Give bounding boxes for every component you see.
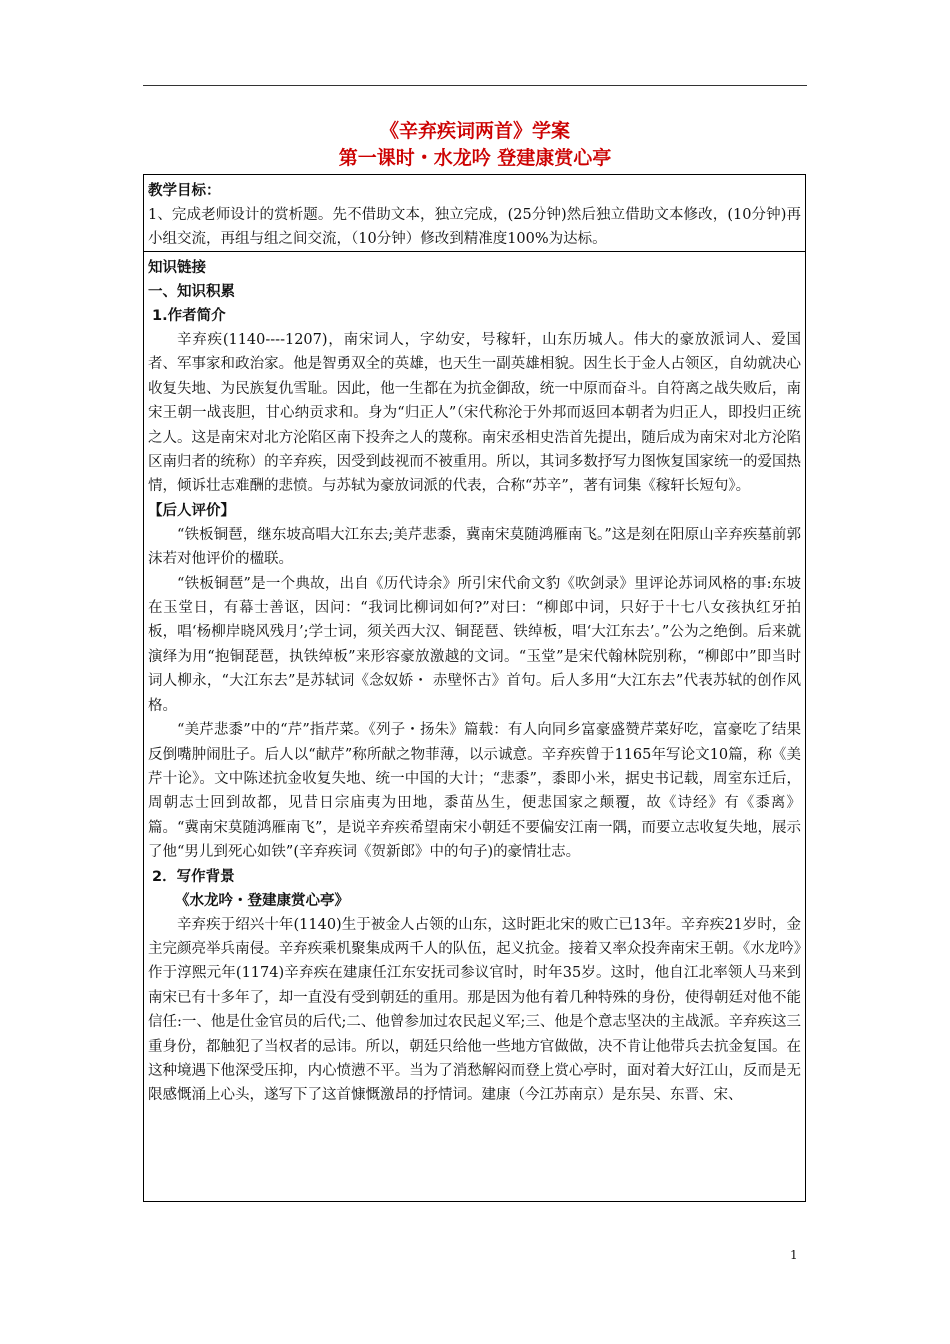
review-paragraph-1: “铁板铜琶，继东坡高唱大江东去;美芹悲黍，冀南宋莫随鸿雁南飞。”这是刻在阳原山辛弃疾墓前郭沫若对他评价的楹联。: [148, 526, 801, 568]
document-title: 《辛弃疾词两首》学案: [379, 120, 570, 142]
review-paragraph-2: “铁板铜琶”是一个典故，出自《历代诗余》所引宋代俞文豹《吹剑录》里评论苏词风格的事:东坡在玉堂日，有幕士善讴，因问：“我词比柳词如何?”对曰：“柳郎中词，只好于十七八女孩执红牙拍板，唱‘杨柳岸晓风残月’;学士词，须关西大汉、铜琵琶、铁绰板，唱‘大江东去’。”公为之绝倒。后来就演绎为用“抱铜琵琶，执铁绰板”来形容豪放激越的文词。“玉堂”是宋代翰林院别称，“柳郎中”即当时词人柳永，“大江东去”是苏轼词《念奴娇・ 赤壁怀古》首句。后人多用“大江东去”代表苏轼的创作风格。: [148, 575, 801, 714]
objectives-text: 1、完成老师设计的赏析题。先不借助文本，独立完成，(25分钟)然后独立借助文本修改，(10分钟)再小组交流，再组与组之间交流，（10分钟）修改到精准度100%为达标。: [148, 207, 801, 248]
document-subtitle: 第一课时・水龙吟 登建康赏心亭: [338, 147, 612, 169]
title-block: [143, 118, 807, 172]
page-number: 1: [790, 1248, 798, 1262]
content-table: [143, 174, 806, 1202]
background-heading: 2．写作背景: [152, 868, 235, 885]
background-paragraph: 辛弃疾于绍兴十年(1140)生于被金人占领的山东，这时距北宋的败亡已13年。辛弃疾21岁时，金主完颜亮举兵南侵。辛弃疾乘机聚集成两千人的队伍，起义抗金。接着又率众投奔南宋王朝。《水龙吟》作于淳熙元年(1174)辛弃疾在建康任江东安抚司参议官时，时年35岁。这时，他自江北率领人马来到南宋已有十多年了，却一直没有受到朝廷的重用。那是因为他有着几种特殊的身份，使得朝廷对他不能信任:一、他是仕金官员的后代;二、他曾参加过农民起义军;三、他是个意志坚决的主战派。辛弃疾这三重身份，都触犯了当权者的忌讳。所以，朝廷只给他一些地方官做做，决不肯让他带兵去抗金复国。在这种境遇下他深受压抑，内心愤懑不平。当为了消愁解闷而登上赏心亭时，面对着大好江山，反而是无限感慨涌上心头，遂写下了这首慷慨激昂的抒情词。建康（今江苏南京）是东吴、东晋、宋、: [148, 916, 801, 1104]
knowledge-heading: 知识链接: [148, 260, 206, 276]
header-rule: [143, 85, 807, 86]
review-heading: 【后人评价】: [148, 502, 235, 519]
section-heading-knowledge: 一、知识积累: [148, 284, 235, 300]
background-poem-title: 《水龙吟・登建康赏心亭》: [175, 892, 349, 909]
review-paragraph-3: “美芹悲黍”中的“芹”指芹菜。《列子・扬朱》篇载：有人向同乡富豪盛赞芹菜好吃，富豪吃了结果反倒嘴肿闹肚子。后人以“献芹”称所献之物菲薄，以示诚意。辛弃疾曾于1165年写论文10篇，称《美芹十论》。文中陈述抗金收复失地、统一中国的大计；“悲黍”，黍即小米，据史书记载，周室东迁后，周朝志士回到故都，见昔日宗庙夷为田地，黍苗丛生，便悲国家之颠覆，故《诗经》有《黍离》篇。“冀南宋莫随鸿雁南飞”，是说辛弃疾希望南宋小朝廷不要偏安江南一隅，而要立志收复失地，展示了他“男儿到死心如铁”(辛弃疾词《贺新郎》中的句子)的豪情壮志。: [148, 722, 801, 861]
objectives-heading: 教学目标：: [148, 183, 221, 199]
objectives-cell: [144, 175, 805, 252]
knowledge-cell: [144, 252, 805, 1108]
author-paragraph: 辛弃疾(1140----1207)，南宋词人，字幼安，号稼轩，山东历城人。伟大的豪放派词人、爱国者、军事家和政治家。他是智勇双全的英雄，也天生一副英雄相貌。因生长于金人占领区，自幼就决心收复失地、为民族复仇雪耻。因此，他一生都在为抗金御敌，统一中原而奋斗。自符离之战失败后，南宋王朝一战丧胆，甘心纳贡求和。身为“归正人”（宋代称沦于外邦而返回本朝者为归正人，即投归正统之人。这是南宋对北方沦陷区南下投奔之人的蔑称。南宋丞相史浩首先提出，随后成为南宋对北方沦陷区南归者的统称）的辛弃疾，因受到歧视而不被重用。所以，其词多数抒写力图恢复国家统一的爱国热情，倾诉壮志难酬的悲愤。与苏轼为豪放词派的代表，合称“苏辛”，著有词集《稼轩长短句》。: [148, 332, 801, 495]
author-heading: 1.作者简介: [152, 308, 226, 324]
